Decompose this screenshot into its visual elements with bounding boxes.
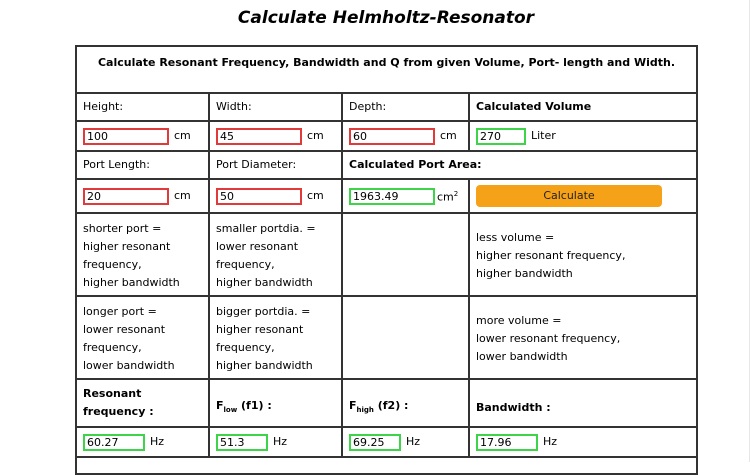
port-diameter-label bbox=[210, 152, 343, 180]
width-label bbox=[210, 94, 343, 122]
width-unit: cm bbox=[307, 129, 324, 142]
resonant-unit: Hz bbox=[150, 435, 165, 448]
port-area-cell bbox=[343, 180, 470, 214]
port-area-label-text: Calculated Port Area: bbox=[349, 158, 482, 171]
port-area-label bbox=[343, 152, 696, 180]
port-diameter-label-text: Port Diameter: bbox=[216, 158, 297, 171]
note-big-dia-text: bigger portdia. = higher resonant frequency, higher bandwidth bbox=[216, 305, 313, 372]
fhigh-label: $F_{high}$ (f2) : bbox=[343, 380, 470, 428]
width-cell bbox=[210, 122, 343, 152]
note-long-port-text: longer port = lower resonant frequency, lower bandwidth bbox=[83, 305, 175, 372]
port-length-label-text: Port Length: bbox=[83, 158, 150, 171]
note-short-port-text: shorter port = higher resonant frequency, higher bandwidth bbox=[83, 222, 180, 289]
volume-label bbox=[470, 94, 696, 122]
calculate-cell bbox=[470, 180, 696, 214]
resonant-label: Resonant frequency : bbox=[77, 380, 210, 428]
flow-output: 51.3 bbox=[216, 434, 268, 451]
bandwidth-unit: Hz bbox=[543, 435, 558, 448]
port-length-label bbox=[77, 152, 210, 180]
height-cell bbox=[77, 122, 210, 152]
note-big-dia bbox=[210, 297, 343, 380]
flow-label: $F_{low}$ (f1) : bbox=[210, 380, 343, 428]
height-label-text: Height: bbox=[83, 100, 124, 113]
calculator-table bbox=[75, 45, 698, 475]
height-input[interactable]: 100 bbox=[83, 128, 169, 145]
resonant-output: 60.27 bbox=[83, 434, 145, 451]
note-short-port bbox=[77, 214, 210, 297]
bandwidth-output: 17.96 bbox=[476, 434, 538, 451]
calculate-button[interactable]: Calculate bbox=[476, 185, 662, 207]
note-less-volume bbox=[470, 214, 696, 297]
port-area-output: 1963.49 bbox=[349, 188, 435, 205]
volume-unit: Liter bbox=[531, 129, 556, 142]
volume-label-text: Calculated Volume bbox=[476, 100, 592, 113]
bandwidth-cell bbox=[470, 428, 696, 458]
note-empty-2 bbox=[343, 297, 470, 380]
fhigh-cell bbox=[343, 428, 470, 458]
volume-cell bbox=[470, 122, 696, 152]
flow-unit: Hz bbox=[273, 435, 288, 448]
width-label-text: Width: bbox=[216, 100, 252, 113]
port-length-input[interactable]: 20 bbox=[83, 188, 169, 205]
width-input[interactable]: 45 bbox=[216, 128, 302, 145]
height-label bbox=[77, 94, 210, 122]
port-length-unit: cm bbox=[174, 189, 191, 202]
port-area-unit: $cm^2$ bbox=[437, 190, 459, 204]
note-less-volume-text: less volume = higher resonant frequency, higher bandwidth bbox=[476, 231, 626, 280]
resonant-cell bbox=[77, 428, 210, 458]
page-title: Calculate Helmholtz-Resonator bbox=[237, 8, 535, 28]
port-diameter-unit: cm bbox=[307, 189, 324, 202]
depth-label-text: Depth: bbox=[349, 100, 387, 113]
fhigh-unit: Hz bbox=[406, 435, 421, 448]
port-length-cell bbox=[77, 180, 210, 214]
depth-unit: cm bbox=[440, 129, 457, 142]
depth-input[interactable]: 60 bbox=[349, 128, 435, 145]
subtitle: Calculate Resonant Frequency, Bandwidth and Q from given Volume, Port- length and Width. bbox=[97, 55, 676, 69]
volume-output: 270 bbox=[476, 128, 526, 145]
depth-label bbox=[343, 94, 470, 122]
flow-cell bbox=[210, 428, 343, 458]
note-more-volume-text: more volume = lower resonant frequency, lower bandwidth bbox=[476, 314, 621, 363]
note-long-port bbox=[77, 297, 210, 380]
note-small-dia-text: smaller portdia. = lower resonant frequency, higher bandwidth bbox=[216, 222, 316, 289]
subtitle-cell bbox=[77, 47, 696, 94]
note-small-dia bbox=[210, 214, 343, 297]
depth-cell bbox=[343, 122, 470, 152]
height-unit: cm bbox=[174, 129, 191, 142]
fhigh-output: 69.25 bbox=[349, 434, 401, 451]
bandwidth-label: Bandwidth : bbox=[470, 380, 696, 428]
note-more-volume bbox=[470, 297, 696, 380]
port-diameter-input[interactable]: 50 bbox=[216, 188, 302, 205]
note-empty-1 bbox=[343, 214, 470, 297]
port-diameter-cell bbox=[210, 180, 343, 214]
